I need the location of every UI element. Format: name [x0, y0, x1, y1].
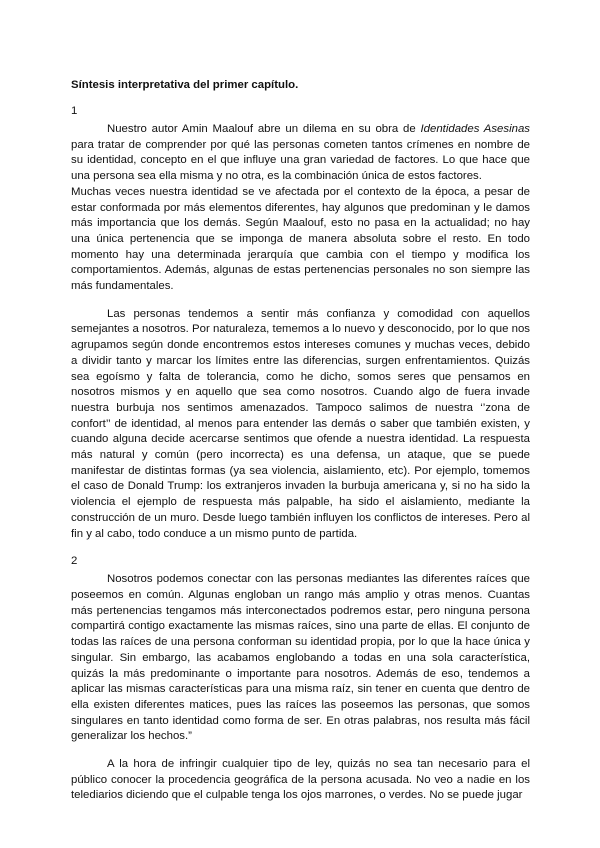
section-number-1: 1	[71, 105, 78, 117]
paragraph-3: Las personas tendemos a sentir más confianza y comodidad con aquellos semejantes a nosotros. Por naturaleza, tememos a lo nuevo y desconocido, por lo que nos agrupamos según donde encontremos estos intereses comunes y muchas veces, debido a dividir tanto y marcar los límites entre las diferencias, surgen enfrentamientos. Quizás sea egoísmo y falta de tolerancia, como he dicho, somos seres que pensamos en nosotros mismos y en aquello que sea como nosotros. Cuando algo de fuera invade nuestra burbuja nos sentimos amenazados. Tampoco salimos de nuestra ‘’zona de confort’’ de identidad, al menos para entender las demás o saber que también existen, y cuando alguna decide acercarse sentimos que ofende a nuestra identidad. La respuesta más natural y común (pero incorrecta) es una defensa, un ataque, que se puede manifestar de distintas formas (ya sea violencia, aislamiento, etc). Por ejemplo, tomemos el caso de Donald Trump: los extranjeros invaden la burbuja americana y, si no ha sido la violencia el ejemplo de respuesta más palpable, ha sido el aislamiento, mediante la construcción de un muro. Desde luego también influyen los conflictos de intereses. Pero al fin y al cabo, todo conduce a un mismo punto de partida.	[71, 307, 530, 540]
paragraph-5: A la hora de infringir cualquier tipo de ley, quizás no sea tan necesario para el público conocer la procedencia geográfica de la persona acusada. No veo a nadie en los telediarios diciendo que el culpable tenga los ojos marrones, o verdes. No se puede jugar	[71, 758, 530, 802]
paragraph-spacer	[71, 295, 530, 307]
paragraph-4: Nosotros podemos conectar con las personas mediantes las diferentes raíces que poseemos en común. Algunas engloban un rango más amplio y otras menos. Cuantas más pertenencias tengamos más interconectados podremos estar, pero ninguna persona compartirá contigo exactamente las mismas raíces, sino una parte de ellas. El conjunto de todas las raíces de una persona conforman su identidad propia, por lo que la hace única y singular. Sin embargo, las acabamos englobando a todas en una sola característica, quizás la más predominante o importante para nosotros. Además de eso, tendemos a aplicar las mismas características para una misma raíz, sin tener en cuenta que dentro de ella existen diferentes matices, pues las raíces las poseemos las personas, que somos singulares en tanto identidad como forma de ser. En otras palabras, nos resulta más fácil generalizar los hechos.”	[71, 573, 530, 743]
document-body	[71, 78, 530, 804]
paragraph-1-text-start: Nuestro autor Amin Maalouf abre un dilema en su obra de	[107, 123, 421, 135]
paragraph-1-text-end: para tratar de comprender por qué las personas cometen tantos crímenes en nombre de su identidad, concepto en el que influye una gran variedad de factores. Lo que hace que una persona sea ella misma y no otra, es la combinación única de estos factores.	[71, 138, 530, 183]
paragraph-spacer	[71, 745, 530, 757]
paragraph-spacer	[71, 542, 530, 554]
document-title: Síntesis interpretativa del primer capítulo.	[71, 79, 299, 91]
paragraph-1	[71, 122, 530, 185]
section-number-2: 2	[71, 555, 78, 568]
paragraph-2: Muchas veces nuestra identidad se ve afectada por el contexto de la época, a pesar de estar conformada por más elementos diferentes, hay algunos que predominan y le damos más importancia que los demás. Según Maalouf, esto no pasa en la actualidad; no hay una única pertenencia que se imponga de manera absoluta sobre el resto. En todo momento hay una determinada jerarquía que cambia con el tiempo y modifica los comportamientos. Además, algunas de estas pertenencias personales no son siempre las más fundamentales.	[71, 185, 530, 293]
book-title: Identidades Asesinas	[420, 123, 530, 135]
